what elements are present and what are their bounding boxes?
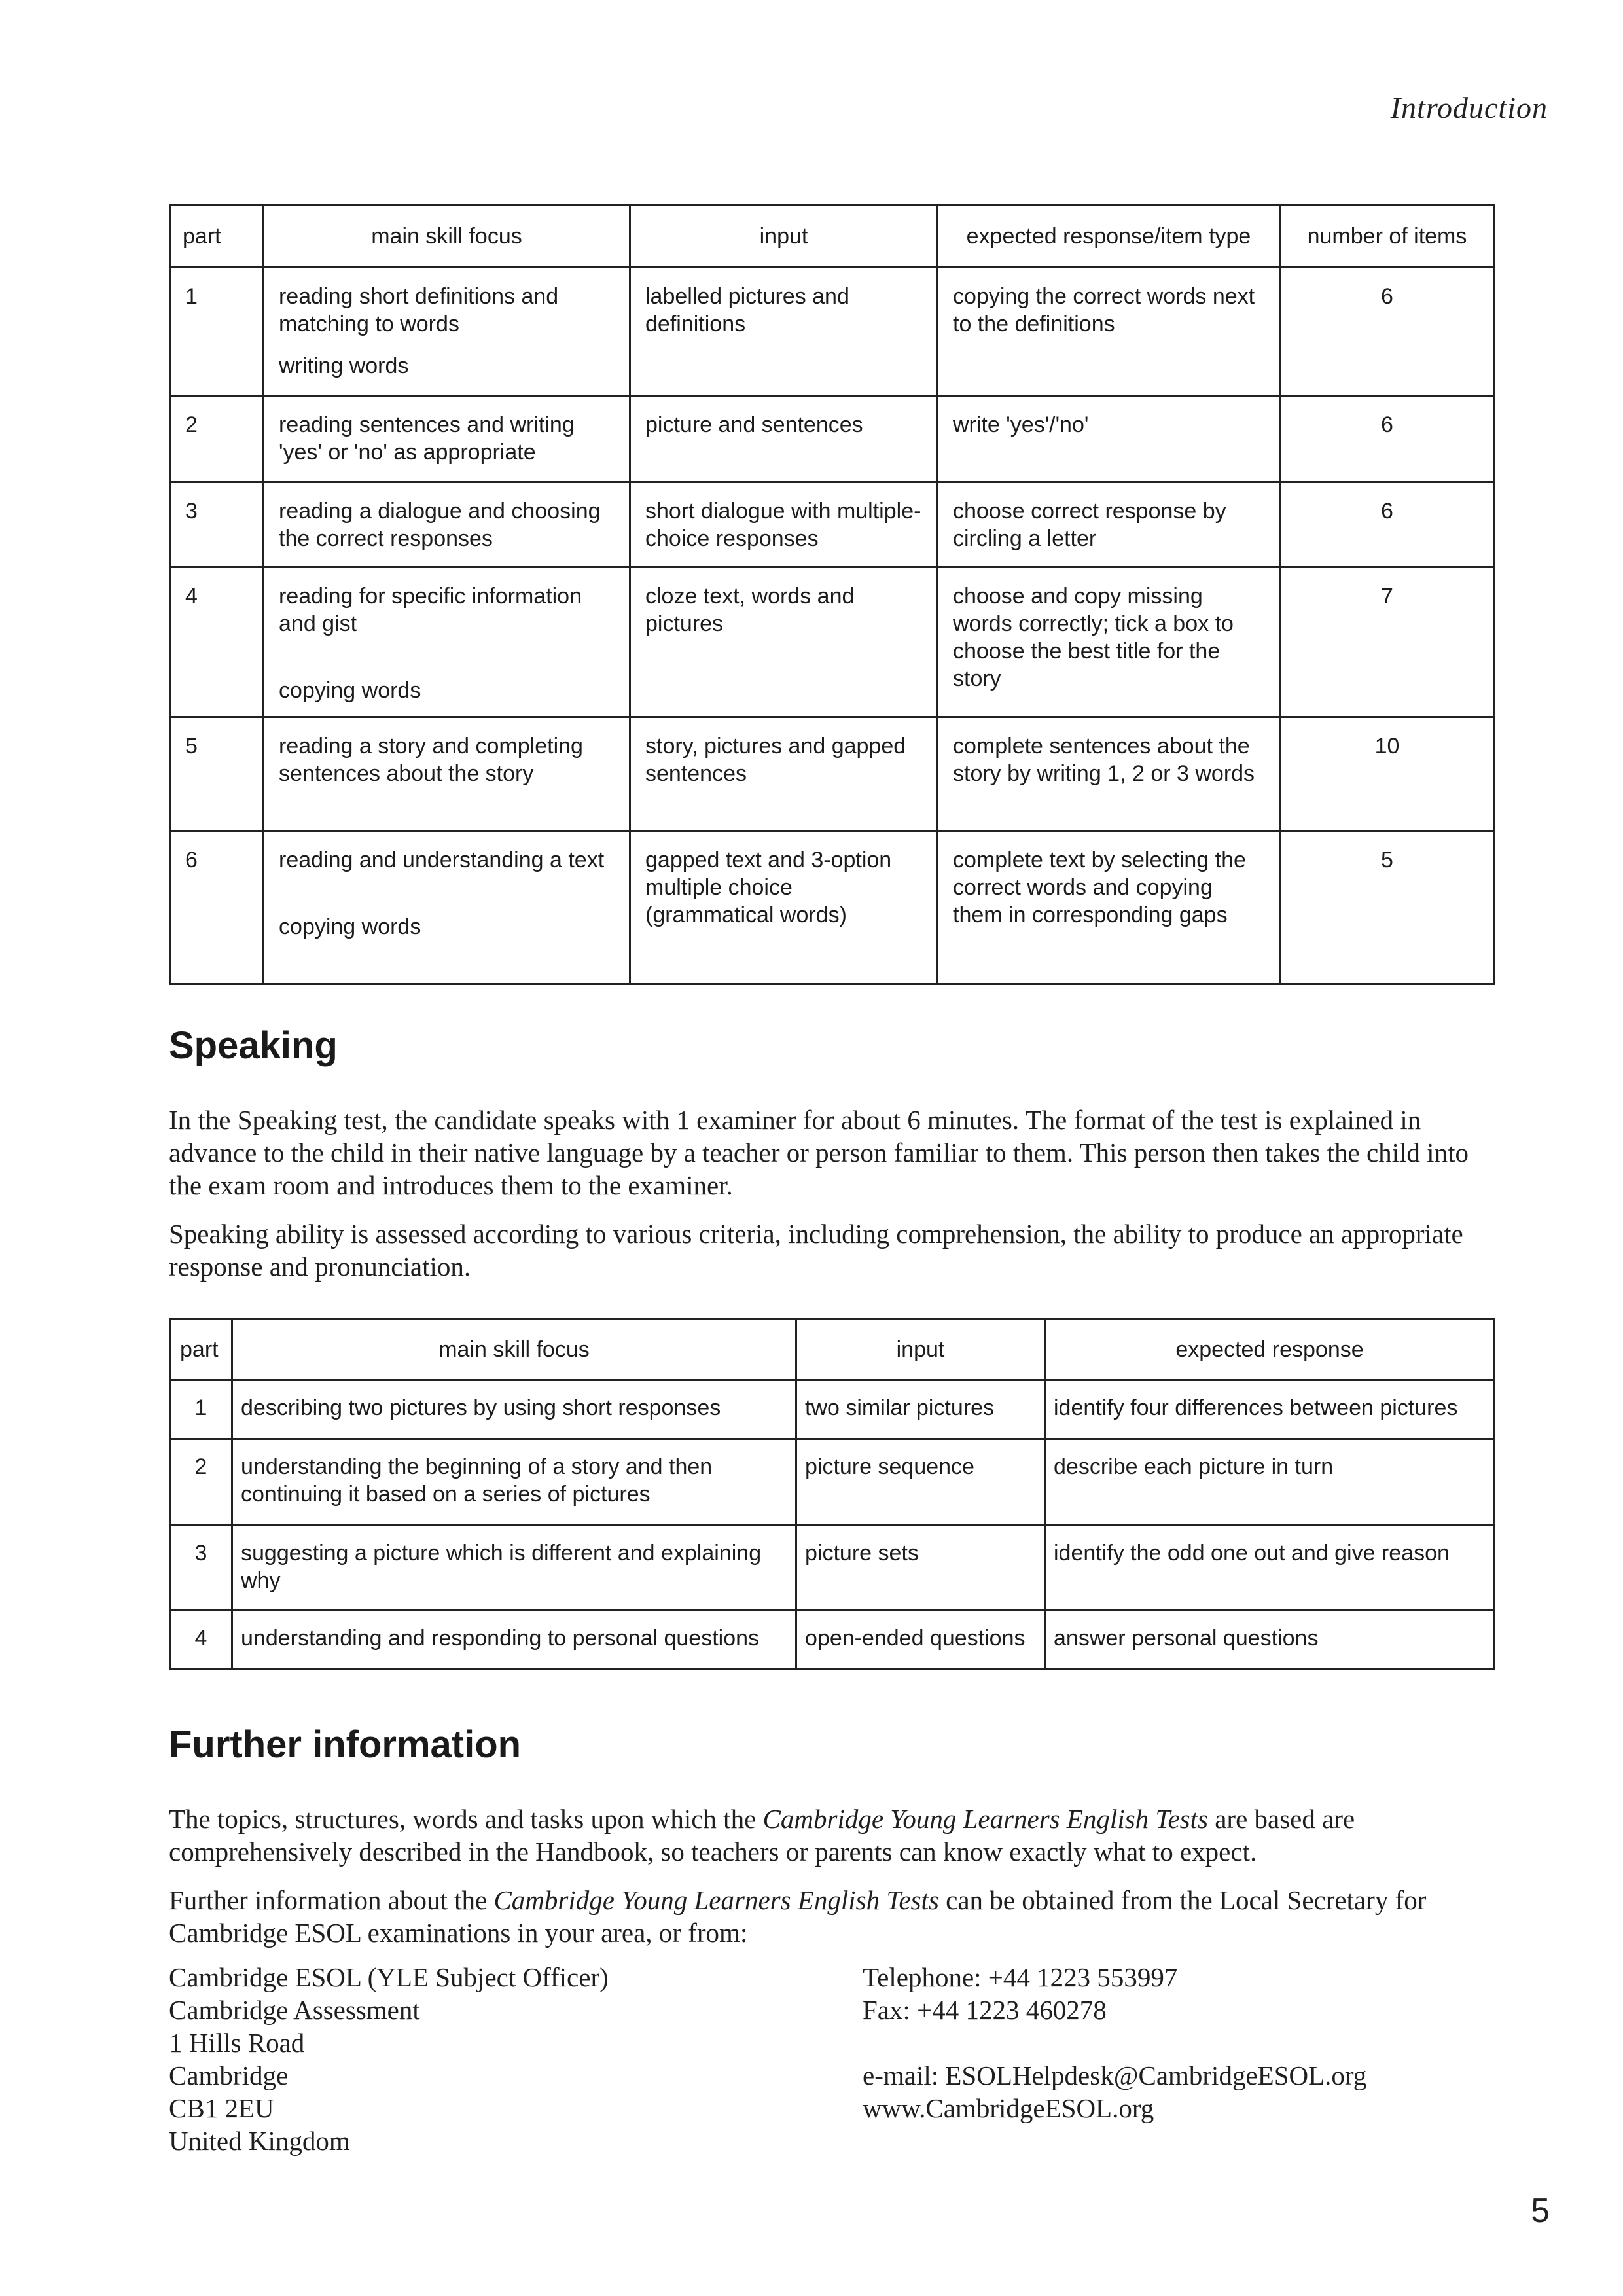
part-number: 3	[170, 482, 264, 567]
response-cell: answer personal questions	[1045, 1611, 1495, 1670]
input-cell: picture and sentences	[630, 396, 938, 482]
part-number: 5	[170, 717, 264, 831]
skill-extra: copying words	[279, 914, 421, 939]
response-cell: write 'yes'/'no'	[938, 396, 1280, 482]
skill-extra: writing words	[279, 353, 409, 378]
address-line: CB1 2EU	[169, 2093, 274, 2123]
header-number-of-items: number of items	[1280, 206, 1495, 268]
response-cell: complete text by selecting the correct words and copying them in corresponding gaps	[938, 831, 1280, 984]
skill-cell	[264, 268, 630, 396]
part-number: 2	[170, 1439, 232, 1526]
header-input: input	[630, 206, 938, 268]
speaking-paragraph: Speaking ability is assessed according to various criteria, including comprehension, the ability to produce an appropriate response and pronunciation.	[169, 1219, 1463, 1282]
response-cell: choose correct response by circling a letter	[938, 482, 1280, 567]
telephone: Telephone: +44 1223 553997	[863, 1962, 1178, 1992]
skill-cell: understanding the beginning of a story and then continuing it based on a series of pictures	[232, 1439, 796, 1526]
part-number: 3	[170, 1526, 232, 1611]
header-main-skill-focus: main skill focus	[232, 1319, 796, 1380]
reading-writing-table	[169, 204, 1495, 985]
table-header-row	[170, 1319, 1495, 1380]
input-cell: labelled pictures and definitions	[630, 268, 938, 396]
part-number: 4	[170, 567, 264, 717]
part-number: 4	[170, 1611, 232, 1670]
items-cell: 6	[1280, 268, 1495, 396]
website-link[interactable]: www.CambridgeESOL.org	[863, 2093, 1154, 2123]
speaking-paragraph: In the Speaking test, the candidate speaks with 1 examiner for about 6 minutes. The format of the test is explained in advance to the child in their native language by a teacher or person familiar to them. This person then takes the child into the exam room and introduces them to the examiner.	[169, 1105, 1469, 1200]
contact-details	[863, 1961, 1366, 2125]
part-number: 2	[170, 396, 264, 482]
skill-extra: copying words	[279, 678, 421, 703]
header-part: part	[170, 1319, 232, 1380]
input-cell: two similar pictures	[796, 1380, 1045, 1439]
response-cell: copying the correct words next to the definitions	[938, 268, 1280, 396]
items-cell: 6	[1280, 482, 1495, 567]
table-row	[170, 1439, 1495, 1526]
address-line: Cambridge	[169, 2060, 289, 2090]
items-cell: 10	[1280, 717, 1495, 831]
further-information-heading: Further information	[169, 1723, 522, 1766]
skill-cell: reading sentences and writing 'yes' or 'no' as appropriate	[264, 396, 630, 482]
header-main-skill-focus: main skill focus	[264, 206, 630, 268]
input-cell: story, pictures and gapped sentences	[630, 717, 938, 831]
skill-text: reading for specific information and gist	[279, 584, 582, 636]
input-cell: gapped text and 3-option multiple choice (grammatical words)	[630, 831, 938, 984]
response-cell: describe each picture in turn	[1045, 1439, 1495, 1526]
address-line: United Kingdom	[169, 2126, 350, 2156]
input-cell: picture sets	[796, 1526, 1045, 1611]
table-row	[170, 831, 1495, 984]
response-cell: choose and copy missing words correctly; tick a box to choose the best title for the story	[938, 567, 1280, 717]
table-row	[170, 482, 1495, 567]
skill-cell: understanding and responding to personal questions	[232, 1611, 796, 1670]
items-cell: 5	[1280, 831, 1495, 984]
skill-cell	[264, 567, 630, 717]
test-title: Cambridge Young Learners English Tests	[762, 1804, 1208, 1834]
items-cell: 7	[1280, 567, 1495, 717]
input-cell: cloze text, words and pictures	[630, 567, 938, 717]
table-row	[170, 567, 1495, 717]
input-cell: short dialogue with multiple-choice responses	[630, 482, 938, 567]
skill-cell: reading a dialogue and choosing the correct responses	[264, 482, 630, 567]
items-cell: 6	[1280, 396, 1495, 482]
header-expected-response: expected response/item type	[938, 206, 1280, 268]
text-run: The topics, structures, words and tasks upon which the	[169, 1804, 763, 1834]
skill-text: reading and understanding a text	[279, 848, 605, 872]
skill-cell: suggesting a picture which is different and explaining why	[232, 1526, 796, 1611]
skill-cell: reading a story and completing sentences about the story	[264, 717, 630, 831]
table-header-row	[170, 206, 1495, 268]
fax: Fax: +44 1223 460278	[863, 1995, 1107, 2025]
further-paragraph	[169, 1803, 1497, 1868]
spacer	[863, 2026, 1366, 2059]
table-row	[170, 717, 1495, 831]
response-cell: identify four differences between pictures	[1045, 1380, 1495, 1439]
further-paragraph	[169, 1884, 1497, 1949]
table-row	[170, 1380, 1495, 1439]
speaking-table	[169, 1318, 1495, 1670]
input-cell: picture sequence	[796, 1439, 1045, 1526]
address-line: Cambridge Assessment	[169, 1995, 420, 2025]
page-number: 5	[1531, 2192, 1550, 2230]
table-row	[170, 1611, 1495, 1670]
part-number: 1	[170, 1380, 232, 1439]
skill-cell	[264, 831, 630, 984]
part-number: 1	[170, 268, 264, 396]
email-link[interactable]: e-mail: ESOLHelpdesk@CambridgeESOL.org	[863, 2060, 1367, 2090]
test-title: Cambridge Young Learners English Tests	[493, 1885, 939, 1915]
table-row	[170, 1526, 1495, 1611]
text-run: Further information about the	[169, 1885, 494, 1915]
speaking-heading: Speaking	[169, 1024, 338, 1067]
postal-address	[169, 1961, 609, 2157]
running-head: Introduction	[1390, 91, 1548, 124]
address-line: 1 Hills Road	[169, 2028, 305, 2058]
header-expected-response: expected response	[1045, 1319, 1495, 1380]
address-line: Cambridge ESOL (YLE Subject Officer)	[169, 1962, 609, 1992]
text-run: can be obtained from the Local Secretary for Cambridge ESOL examinations in your area, or from:	[169, 1885, 1427, 1948]
text-run: are based are comprehensively described in the Handbook, so teachers or parents can know exactly what to expect.	[169, 1804, 1355, 1867]
response-cell: identify the odd one out and give reason	[1045, 1526, 1495, 1611]
header-part: part	[170, 206, 264, 268]
input-cell: open-ended questions	[796, 1611, 1045, 1670]
response-cell: complete sentences about the story by writing 1, 2 or 3 words	[938, 717, 1280, 831]
header-input: input	[796, 1319, 1045, 1380]
table-row	[170, 268, 1495, 396]
table-row	[170, 396, 1495, 482]
part-number: 6	[170, 831, 264, 984]
skill-cell: describing two pictures by using short responses	[232, 1380, 796, 1439]
skill-text: reading short definitions and matching to words	[279, 284, 559, 336]
